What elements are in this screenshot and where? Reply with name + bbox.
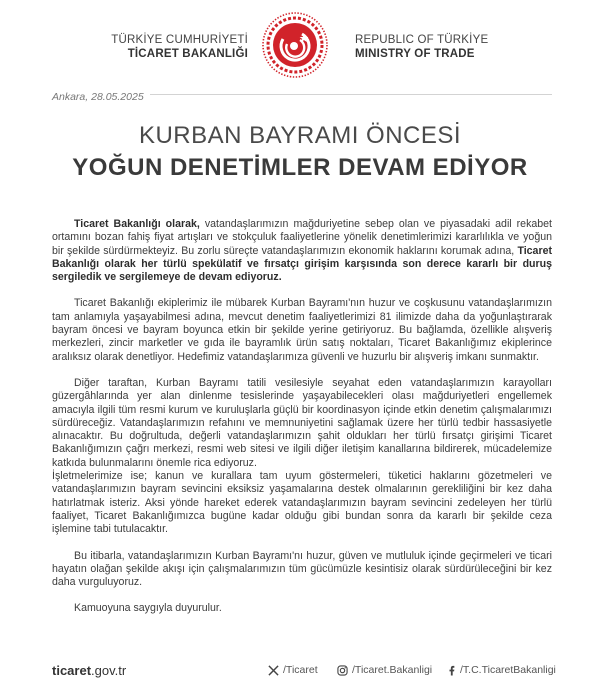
instagram-handle: /Ticaret.Bakanligi xyxy=(352,664,433,676)
paragraph-1-emphasis: Ticaret Bakanlığı olarak her türlü spekülatif ve fırsatçı girişim karşısında son derece kararlı bir duruş sergiledik ve sergilemeye de devam ediyoruz. xyxy=(52,244,552,284)
paragraph-2: Ticaret Bakanlığı ekiplerimiz ile mübarek Kurban Bayramı'nın huzur ve coşkusunu vatandaşlarımızın tam anlamıyla yaşayabilmesi adına, mevcut denetim faaliyetlerimizi 81 ilimizde daha da yoğunlaştırarak bayram öncesi ve bayram boyunca etkin bir şekilde yerine getiriyoruz. Bu bağlamda, özellikle alışveriş merkezleri, zincir marketler ve gıda ile bayramlık ürün satış noktaları, Ticaret Bakanlığımız ekiplerince aralıksız olarak denetliyor. Hedefimiz vatandaşlarımıza güvenli ve huzurlu bir alışveriş imkanı sunmaktır. xyxy=(52,297,552,363)
press-date: Ankara, 28.05.2025 xyxy=(52,91,150,103)
paragraph-1-text: vatandaşlarımızın mağduriyetine sebep olan ve piyasadaki adil rekabet ortamını bozan fahiş fiyat artışları ve stokçuluk faaliyetlerine yönelik denetimlerimizi kararlılıkla ve yoğun bir şekilde sürdürmekteyiz. Bu zorlu süreçte vatandaşlarımızın ekonomik haklarını korumak adına, xyxy=(52,218,552,257)
org-name-en-line2: MINISTRY OF TRADE xyxy=(355,48,475,60)
website-link[interactable] xyxy=(52,663,126,678)
twitter-handle: /Ticaret xyxy=(283,664,318,676)
paragraph-3: Diğer taraftan, Kurban Bayramı tatili vesilesiyle seyahat eden vatandaşlarımızın karayolları güzergâhlarında yer alan dinlenme tesislerinde yaşayabilecekleri olası mağduriyetleri engellemek amacıyla ilgili tüm resmi kurum ve kuruluşlarla güçlü bir koordinasyon içinde etkin denetim çalışmalarımızı sürdüreceğiz. Vatandaşlarımızın refahını ve memnuniyetini sağlamak üzere her türlü tedbir hassasiyetle alınacaktır. Bu doğrultuda, değerli vatandaşlarımızın şahit oldukları her türlü fırsatçı girişimi Ticaret Bakanlığımızın çağrı merkezi, resmi web sitesi ve ilgili diğer iletişim kanallarına bildirerek, mücadelemize katkıda bulunmalarını önemle rica ediyoruz. xyxy=(52,376,552,469)
paragraph-1 xyxy=(52,218,552,284)
letterhead xyxy=(0,0,600,80)
closing-line: Kamuoyuna saygıyla duyurulur. xyxy=(74,602,222,615)
paragraph-1-lead: Ticaret Bakanlığı olarak, xyxy=(74,218,200,230)
instagram-link[interactable] xyxy=(337,664,432,676)
instagram-icon xyxy=(337,665,348,676)
date-row xyxy=(52,87,552,101)
website-name: ticaret xyxy=(52,663,92,678)
org-name-tr xyxy=(111,33,248,61)
org-name-tr-line2: TİCARET BAKANLIĞI xyxy=(127,48,248,60)
title-line-2: YOĞUN DENETİMLER DEVAM EDİYOR xyxy=(72,154,528,181)
facebook-icon xyxy=(447,665,456,676)
facebook-link[interactable] xyxy=(447,664,556,676)
press-release-body xyxy=(52,218,552,629)
paragraph-5: Bu itibarla, vatandaşlarımızın Kurban Bayramı'nı huzur, güven ve mutluluk içinde geçirmeleri ve ticari hayatın olağan şekilde akışı için çalışmalarımızın tüm gücümüzle kesintisiz olarak sürdürüleceğini bir kez daha vurguluyoruz. xyxy=(52,549,552,589)
paragraph-4: İşletmelerimize ise; kanun ve kurallara tam uyum göstermeleri, tüketici haklarını gözetmeleri ve vatandaşlarımızın bayram sevincini eksiksiz yaşamalarına destek olmalarının gerekliliğini bir kez daha hatırlatmak isteriz. Aksi yönde hareket ederek vatandaşlarımızın bayram sevincini zedeleyen her türlü faaliyet, Ticaret Bakanlığımızca bugüne kadar olduğu gibi bundan sonra da kararlı bir şekilde ceza işlemine tabi tutulacaktır. xyxy=(52,470,552,536)
twitter-link[interactable] xyxy=(268,664,318,676)
facebook-handle: /T.C.TicaretBakanligi xyxy=(460,664,556,676)
ministry-seal-icon xyxy=(258,10,332,80)
title-line-1: KURBAN BAYRAMI ÖNCESİ xyxy=(138,122,462,149)
org-name-en-line1: REPUBLIC OF TÜRKİYE xyxy=(355,34,489,46)
website-domain: .gov.tr xyxy=(91,663,127,678)
org-name-tr-line1: TÜRKİYE CUMHURİYETİ xyxy=(111,34,248,46)
footer xyxy=(52,663,556,681)
x-icon xyxy=(268,665,279,676)
org-name-en xyxy=(355,33,488,61)
